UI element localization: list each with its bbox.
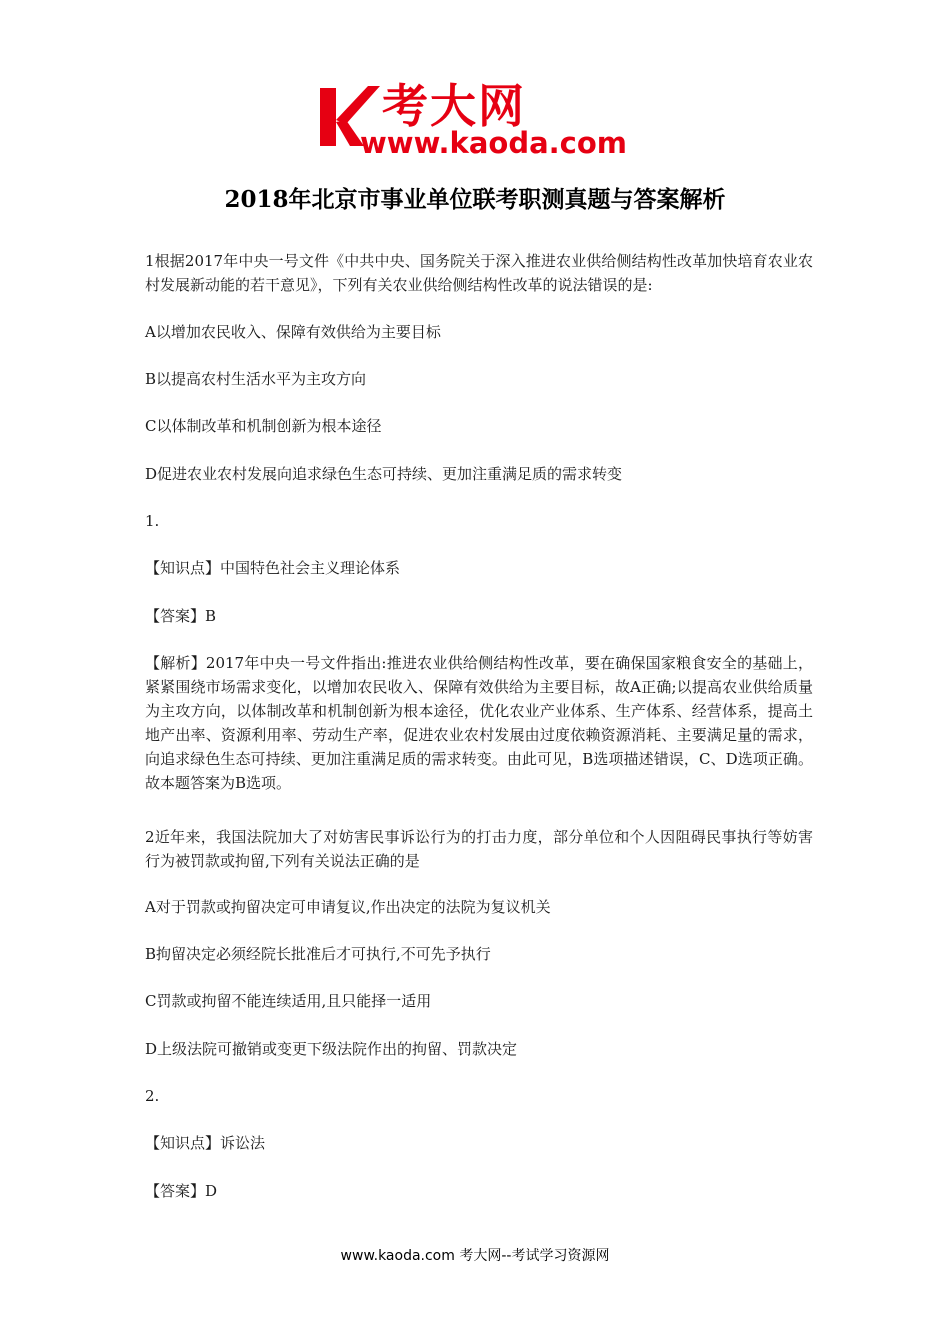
q2-question: 2近年来，我国法院加大了对妨害民事诉讼行为的打击力度，部分单位和个人因阻碍民事执行等妨害行为被罚款或拘留,下列有关说法正确的是 [145, 828, 813, 870]
q2-option-a: A对于罚款或拘留决定可申请复议,作出决定的法院为复议机关 [145, 898, 551, 916]
q1-option-c: C以体制改革和机制创新为根本途径 [145, 417, 382, 435]
q1-question: 1根据2017年中央一号文件《中共中央、国务院关于深入推进农业供给侧结构性改革加快培育农业农村发展新动能的若干意见》，下列有关农业供给侧结构性改革的说法错误的是: [145, 252, 813, 294]
q1-answer: 【答案】B [145, 607, 217, 625]
page-title: 2018年北京市事业单位联考职测真题与答案解析 [224, 186, 726, 213]
page-footer: www.kaoda.com 考大网--考试学习资源网 [340, 1248, 610, 1264]
q1-analysis: 【解析】2017年中央一号文件指出:推进农业供给侧结构性改革，要在确保国家粮食安全的基础上，紧紧围绕市场需求变化，以增加农民收入、保障有效供给为主要目标，故A正确;以提高农业供给质量为主攻方向，以体制改革和机制创新为根本途径，优化农业产业体系、生产体系、经营体系，提高土地产出率、资源利用率、劳动生产率，促进农业农村发展由过度依赖资源消耗、主要满足量的需求，向追求绿色生态可持续、更加注重满足质的需求转变。由此可见，B选项描述错误，C、D选项正确。故本题答案为B选项。 [145, 654, 813, 792]
q2-answer: 【答案】D [145, 1182, 218, 1200]
q1-option-d: D促进农业农村发展向追求绿色生态可持续、更加注重满足质的需求转变 [145, 465, 623, 483]
q2-option-c: C罚款或拘留不能连续适用,且只能择一适用 [145, 992, 432, 1010]
q1-option-b: B以提高农村生活水平为主攻方向 [145, 370, 367, 388]
q2-option-b: B拘留决定必须经院长批准后才可执行,不可先予执行 [145, 945, 491, 963]
q2-number: 2. [145, 1087, 160, 1105]
logo-chinese-text: 考大网 [382, 79, 526, 133]
q2-option-d: D上级法院可撤销或变更下级法院作出的拘留、罚款决定 [145, 1040, 518, 1058]
q1-knowledge: 【知识点】中国特色社会主义理论体系 [145, 559, 401, 577]
q2-knowledge: 【知识点】诉讼法 [145, 1134, 266, 1152]
kaoda-logo [316, 79, 638, 162]
logo-url-text: www.kaoda.com [360, 126, 627, 160]
q1-option-a: A以增加农民收入、保障有效供给为主要目标 [145, 323, 441, 341]
q1-number: 1. [145, 512, 160, 530]
